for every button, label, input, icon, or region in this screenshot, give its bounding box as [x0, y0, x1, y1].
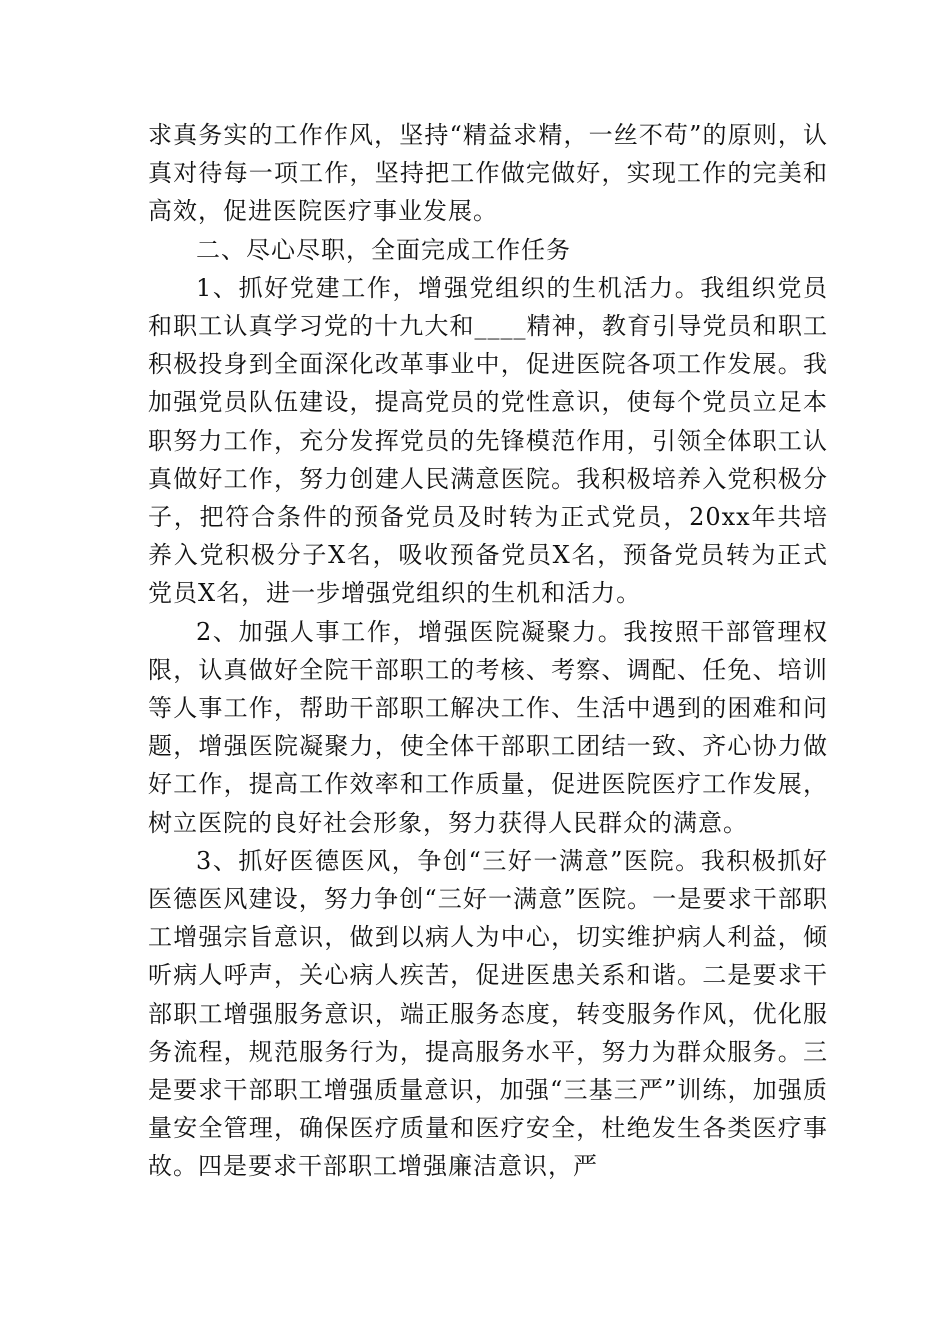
- paragraph-party-building: 1、抓好党建工作，增强党组织的生机活力。我组织党员和职工认真学习党的十九大和____精神，教育引导党员和职工积极投身到全面深化改革事业中，促进医院各项工作发展。我加强党员队伍建设，提高党员的党性意识，使每个党员立足本职努力工作，充分发挥党员的先锋模范作用，引领全体职工认真做好工作，努力创建人民满意医院。我积极培养入党积极分子，把符合条件的预备党员及时转为正式党员，20xx年共培养入党积极分子X名，吸收预备党员X名，预备党员转为正式党员X名，进一步增强党组织的生机和活力。: [148, 273, 828, 608]
- paragraph-continuation: 求真务实的工作作风，坚持“精益求精，一丝不苟”的原则，认真对待每一项工作，坚持把工作做完做好，实现工作的完美和高效，促进医院医疗事业发展。: [148, 121, 828, 226]
- section-heading: 二、尽心尽职，全面完成工作任务: [196, 235, 571, 264]
- paragraph-medical-ethics: 3、抓好医德医风，争创“三好一满意”医院。我积极抓好医德医风建设，努力争创“三好一满意”医院。一是要求干部职工增强宗旨意识，做到以病人为中心，切实维护病人利益，倾听病人呼声，关心病人疾苦，促进医患关系和谐。二是要求干部职工增强服务意识，端正服务态度，转变服务作风，优化服务流程，规范服务行为，提高服务水平，努力为群众服务。三是要求干部职工增强质量意识，加强“三基三严”训练，加强质量安全管理，确保医疗质量和医疗安全，杜绝发生各类医疗事故。四是要求干部职工增强廉洁意识，严: [148, 846, 828, 1181]
- document-page: [148, 116, 828, 1186]
- paragraph-personnel-work: 2、加强人事工作，增强医院凝聚力。我按照干部管理权限，认真做好全院干部职工的考核、考察、调配、任免、培训等人事工作，帮助干部职工解决工作、生活中遇到的困难和问题，增强医院凝聚力，使全体干部职工团结一致、齐心协力做好工作，提高工作效率和工作质量，促进医院医疗工作发展，树立医院的良好社会形象，努力获得人民群众的满意。: [148, 617, 828, 837]
